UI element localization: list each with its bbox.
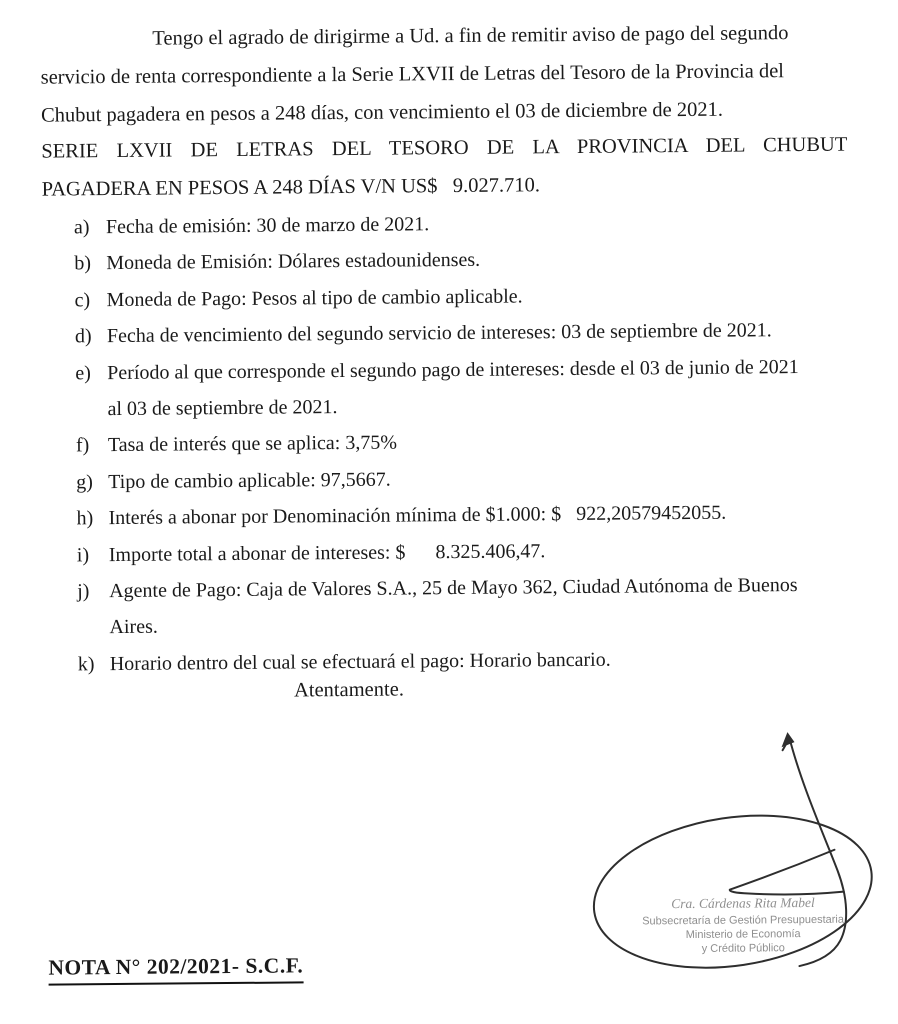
item-letter: b) xyxy=(74,252,92,275)
item-letter: j) xyxy=(77,580,90,603)
item-text: Importe total a abonar de intereses: $ 8.325.406,47. xyxy=(108,539,546,566)
lettered-list xyxy=(42,203,864,683)
stamp-title-line: Ministerio de Economía xyxy=(685,928,801,942)
signature-block xyxy=(581,727,898,995)
series-heading-line: SERIE LXVII DE LETRAS DEL TESORO DE LA PROVINCIA DEL CHUBUT xyxy=(41,133,848,163)
series-heading-line: PAGADERA EN PESOS A 248 DÍAS V/N US$ 9.027.710. xyxy=(41,174,541,201)
item-letter: i) xyxy=(76,543,90,567)
item-letter: e) xyxy=(75,361,91,384)
item-letter: f) xyxy=(75,434,90,457)
item-text: Fecha de emisión: 30 de marzo de 2021. xyxy=(105,213,430,239)
item-letter: c) xyxy=(74,289,91,312)
item-text: Tasa de interés que se aplica: 3,75% xyxy=(107,431,398,457)
list-item xyxy=(46,639,864,683)
item-text: Tipo de cambio aplicable: 97,5667. xyxy=(108,468,391,493)
item-letter: a) xyxy=(73,216,90,239)
list-item xyxy=(43,348,862,428)
item-text: Interés a abonar por Denominación mínima de $1.000: $ 922,20579452055. xyxy=(108,501,727,530)
item-text: Período al que corresponde el segundo pago de intereses: desde el 03 de junio de 2021 al 03 de septiembre de 2021. xyxy=(107,355,799,421)
note-number: NOTA N° 202/2021- S.C.F. xyxy=(48,953,303,985)
list-item xyxy=(45,567,864,647)
item-letter: k) xyxy=(77,653,95,676)
stamp-title-line: Subsecretaría de Gestión Presupuestaria xyxy=(642,913,845,928)
item-text: Agente de Pago: Caja de Valores S.A., 25 de Mayo 362, Ciudad Autónoma de Buenos Aires. xyxy=(109,574,798,639)
intro-line: Tengo el agrado de dirigirme a Ud. a fin de remitir aviso de pago del segundo xyxy=(152,22,789,50)
intro-paragraph xyxy=(40,14,851,135)
item-text: Fecha de vencimiento del segundo servicio de intereses: 03 de septiembre de 2021. xyxy=(106,319,772,348)
item-letter: g) xyxy=(76,471,93,494)
stamp-title-line: y Crédito Público xyxy=(701,942,785,955)
item-text: Moneda de Emisión: Dólares estadounidenses. xyxy=(106,249,481,275)
item-text: Moneda de Pago: Pesos al tipo de cambio aplicable. xyxy=(106,285,523,311)
item-letter: d) xyxy=(74,325,92,348)
item-text: Horario dentro del cual se efectuará el pago: Horario bancario. xyxy=(109,648,611,675)
intro-line: servicio de renta correspondiente a la Serie LXVII de Letras del Tesoro de la Provincia del xyxy=(40,60,785,89)
signature-stamp xyxy=(598,894,889,957)
closing-salutation: Atentamente. xyxy=(293,678,404,702)
item-letter: h) xyxy=(76,507,94,530)
series-heading xyxy=(41,126,848,209)
stamp-signer-name: Cra. Cárdenas Rita Mabel xyxy=(671,894,815,912)
intro-line: Chubut pagadera en pesos a 248 días, con vencimiento el 03 de diciembre de 2021. xyxy=(40,98,724,127)
